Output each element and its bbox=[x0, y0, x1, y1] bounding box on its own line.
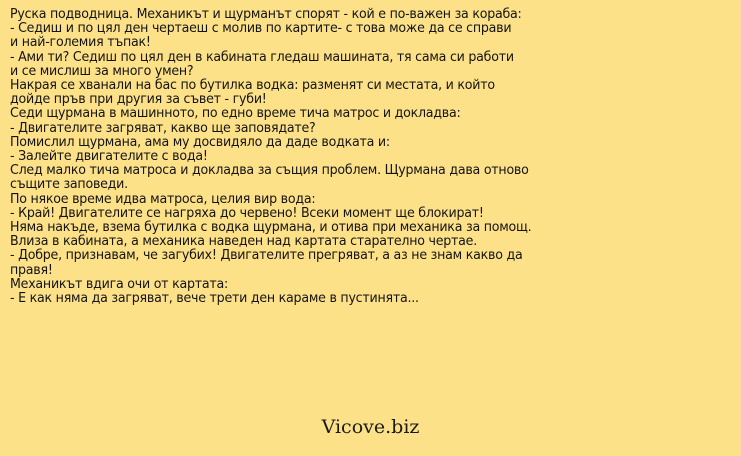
joke-line: правя! bbox=[10, 262, 53, 278]
joke-line: Помислил щурмана, ама му досвидяло да даде водката и: bbox=[10, 134, 390, 150]
joke-line: - Край! Двигателите се нагряха до червено! Всеки момент ще блокират! bbox=[10, 205, 484, 221]
joke-line: Влиза в кабината, а механика наведен над картата старателно чертае. bbox=[10, 234, 477, 250]
joke-line: и най-големия тъпак! bbox=[10, 35, 151, 51]
joke-line: същите заповеди. bbox=[10, 177, 128, 193]
joke-line: - Двигателите загряват, какво ще заповядате? bbox=[10, 120, 316, 136]
joke-line: - Е как няма да загряват, вече трети ден караме в пустинята... bbox=[10, 291, 419, 307]
joke-line: - Залейте двигателите с вода! bbox=[10, 149, 208, 165]
joke-line: Няма накъде, взема бутилка с водка щурмана, и отива при механика за помощ. bbox=[10, 220, 532, 236]
joke-line: След малко тича матроса и докладва за същия проблем. Щурмана дава отново bbox=[10, 163, 529, 179]
joke-line: дойде пръв при другия за съвет - губи! bbox=[10, 92, 267, 108]
joke-line: Руска подводница. Механикът и щурманът спорят - кой е по-важен за кораба: bbox=[10, 7, 522, 22]
joke-line: Седи щурмана в машинното, по едно време тича матрос и докладва: bbox=[10, 106, 461, 122]
joke-line: и се мислиш за много умен? bbox=[10, 63, 194, 79]
joke-text bbox=[10, 8, 735, 306]
joke-line: - Седиш и по цял ден чертаеш с молив по картите- с това може да се справи bbox=[10, 21, 512, 37]
joke-line: - Добре, признавам, че загубих! Двигателите прегряват, а аз не знам какво да bbox=[10, 248, 523, 264]
site-watermark: Vicove.biz bbox=[321, 416, 420, 438]
joke-line: - Ами ти? Седиш по цял ден в кабината гледаш машината, тя сама си работи bbox=[10, 49, 514, 65]
joke-line: Накрая се хванали на бас по бутилка водка: разменят си местата, и който bbox=[10, 78, 495, 94]
joke-line: По някое време идва матроса, целия вир вода: bbox=[10, 191, 316, 207]
joke-line: Механикът вдига очи от картата: bbox=[10, 276, 229, 292]
